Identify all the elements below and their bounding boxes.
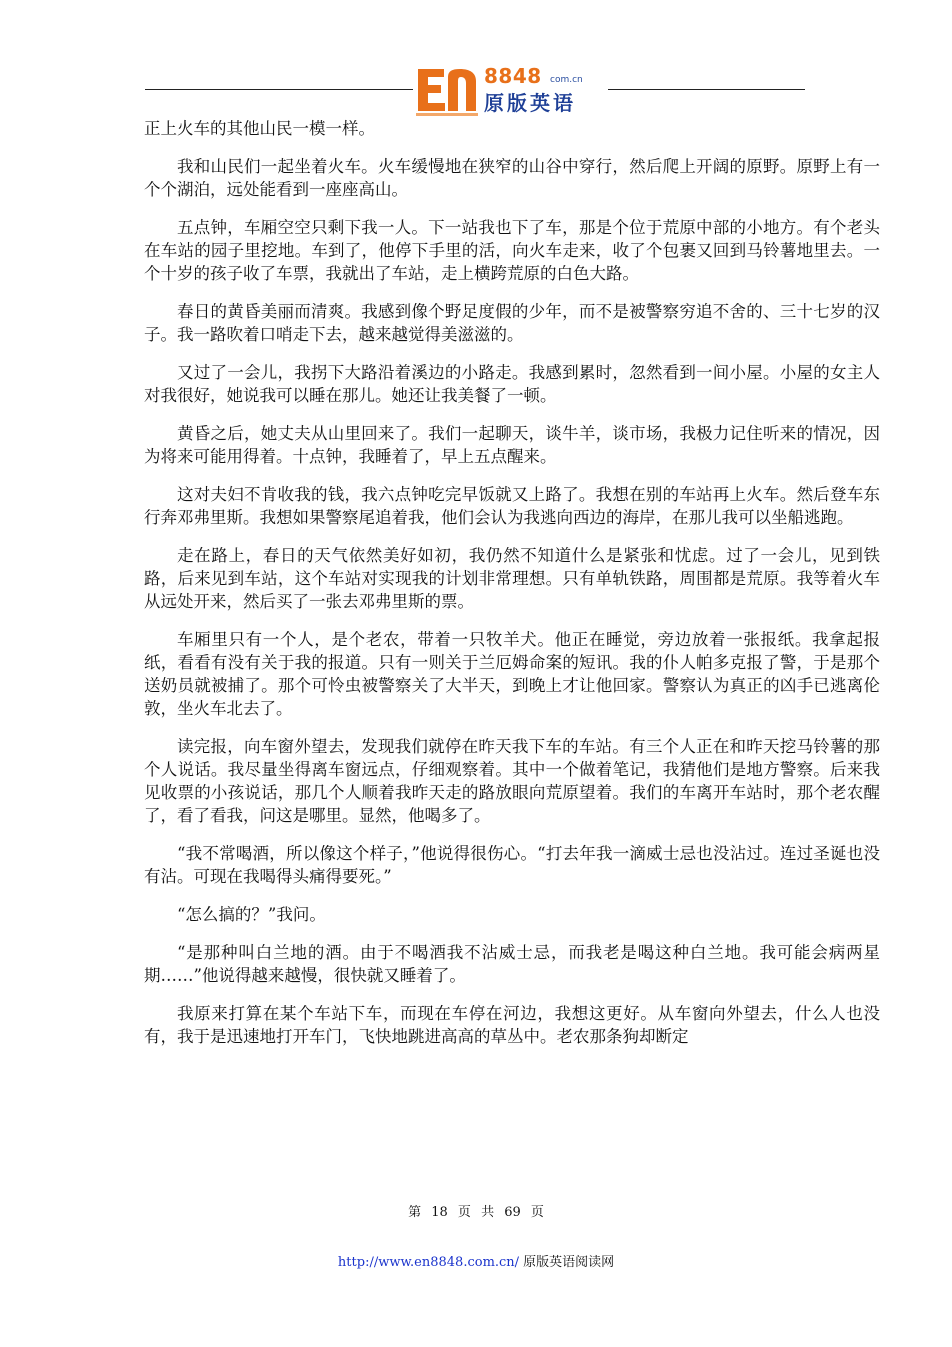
logo-number: 8848	[484, 64, 542, 88]
page-unit: 页	[457, 1205, 471, 1220]
paragraph: 五点钟，车厢空空只剩下我一人。下一站我也下了车，那是个位于荒原中部的小地方。有个老头在车站的园子里挖地。车到了，他停下手里的活，向火车走来，收了个包裹又回到马铃薯地里去。一个十岁的孩子收了车票，我就出了车站，走上横跨荒原的白色大路。	[144, 218, 880, 283]
page-total-label: 共	[481, 1205, 495, 1220]
page-number	[0, 1201, 952, 1220]
site-logo[interactable]	[414, 63, 610, 119]
paragraph: 黄昏之后，她丈夫从山里回来了。我们一起聊天，谈牛羊，谈市场，我极力记住听来的情况，因为将来可能用得着。十点钟，我睡着了，早上五点醒来。	[144, 424, 880, 466]
footer	[0, 1251, 952, 1270]
paragraph: 车厢里只有一个人，是个老农，带着一只牧羊犬。他正在睡觉，旁边放着一张报纸。我拿起报纸，看看有没有关于我的报道。只有一则关于兰厄姆命案的短讯。我的仆人帕多克报了警，于是那个送奶员就被捕了。那个可怜虫被警察关了大半天，到晚上才让他回家。警察认为真正的凶手已逃离伦敦，坐火车北去了。	[144, 630, 880, 718]
paragraph: 这对夫妇不肯收我的钱，我六点钟吃完早饭就又上路了。我想在别的车站再上火车。然后登车东行奔邓弗里斯。我想如果警察尾追着我，他们会认为我逃向西边的海岸，在那儿我可以坐船逃跑。	[144, 485, 880, 527]
paragraph: 走在路上，春日的天气依然美好如初，我仍然不知道什么是紧张和忧虑。过了一会儿，见到铁路，后来见到车站，这个车站对实现我的计划非常理想。只有单轨铁路，周围都是荒原。我等着火车从远处开来，然后买了一张去邓弗里斯的票。	[144, 546, 880, 611]
paragraph: “是那种叫白兰地的酒。由于不喝酒我不沾威士忌，而我老是喝这种白兰地。我可能会病两星期……”他说得越来越慢，很快就又睡着了。	[144, 943, 880, 985]
header-rule-left	[145, 89, 413, 90]
header-rule-right	[608, 89, 805, 90]
paragraph: 读完报，向车窗外望去，发现我们就停在昨天我下车的车站。有三个人正在和昨天挖马铃薯的那个人说话。我尽量坐得离车窗远点，仔细观察着。其中一个做着笔记，我猜他们是地方警察。后来我见收票的小孩说话，那几个人顺着我昨天走的路放眼向荒原望着。我们的车离开车站时，那个老农醒了，看了看我，问这是哪里。显然，他喝多了。	[144, 737, 880, 825]
footer-site-name: 原版英语阅读网	[523, 1255, 615, 1270]
document-body	[144, 117, 880, 1063]
page-suffix: 页	[530, 1205, 544, 1220]
paragraph: 春日的黄昏美丽而清爽。我感到像个野足度假的少年，而不是被警察穷追不舍的、三十七岁的汉子。我一路吹着口哨走下去，越来越觉得美滋滋的。	[144, 302, 880, 344]
footer-url-link[interactable]: http://www.en8848.com.cn/	[337, 1255, 520, 1270]
page-prefix: 第	[408, 1205, 422, 1220]
paragraph: 我原来打算在某个车站下车，而现在车停在河边，我想这更好。从车窗向外望去，什么人也没有，我于是迅速地打开车门，飞快地跳进高高的草丛中。老农那条狗却断定	[144, 1004, 880, 1046]
logo-domain: com.cn	[550, 75, 583, 85]
total-pages: 69	[504, 1205, 521, 1220]
paragraph: 又过了一会儿，我拐下大路沿着溪边的小路走。我感到累时，忽然看到一间小屋。小屋的女主人对我很好，她说我可以睡在那儿。她还让我美餐了一顿。	[144, 363, 880, 405]
logo-chinese-text: 原版英语	[484, 91, 576, 115]
en-logo-mark-icon	[414, 63, 480, 117]
current-page: 18	[431, 1205, 448, 1220]
paragraph: “怎么搞的？”我问。	[177, 905, 326, 924]
paragraph: 我和山民们一起坐着火车。火车缓慢地在狭窄的山谷中穿行，然后爬上开阔的原野。原野上有一个个湖泊，远处能看到一座座高山。	[144, 157, 880, 199]
paragraph: “我不常喝酒，所以像这个样子，”他说得很伤心。“打去年我一滴威士忌也没沾过。连过圣诞也没有沾。可现在我喝得头痛得要死。”	[144, 844, 880, 886]
paragraph: 正上火车的其他山民一模一样。	[144, 119, 375, 138]
